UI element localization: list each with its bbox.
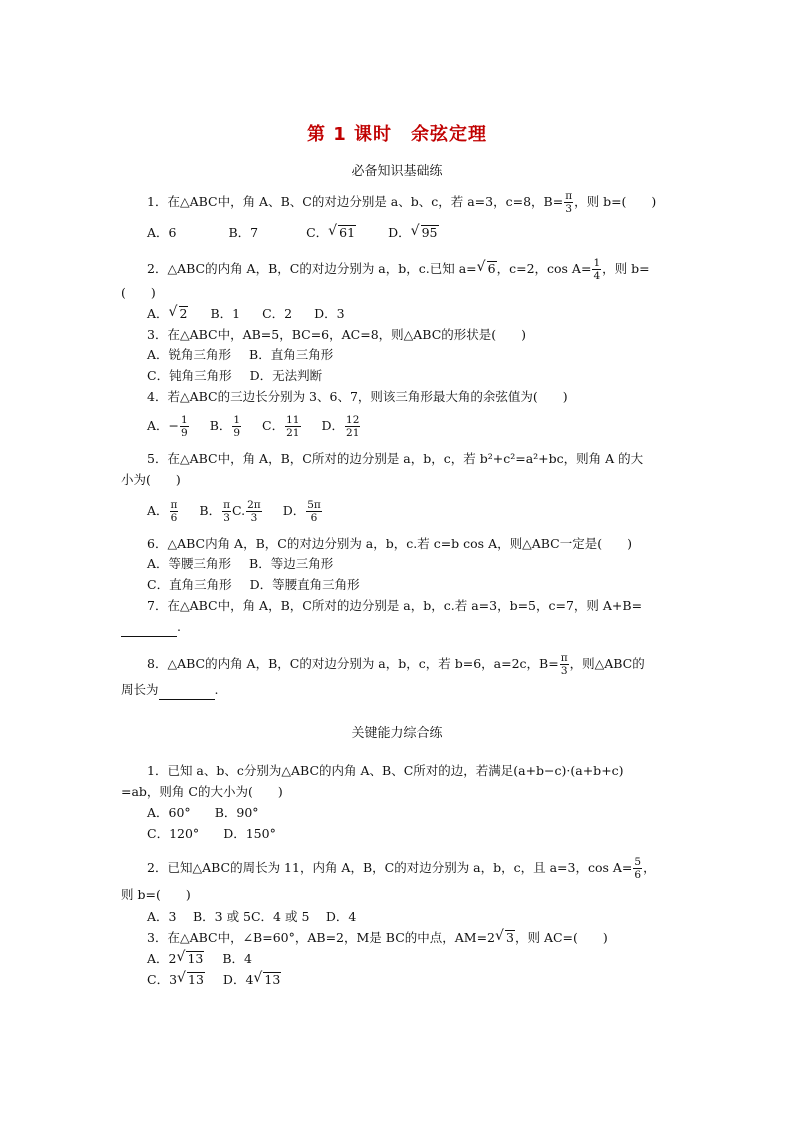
- page-title: 第 1 课时 余弦定理: [306, 124, 488, 145]
- section-heading-basic: 必备知识基础练: [351, 164, 443, 179]
- sqrt-symbol: √ 13: [254, 971, 281, 989]
- option-c: C.: [232, 503, 246, 518]
- fraction: $\frac{1}{4}$: [593, 257, 601, 282]
- option-d: D．等腰直角三角形: [249, 577, 360, 592]
- sqrt-symbol: √ 13: [178, 971, 205, 989]
- question-2-1: 1．已知 a、b、c分别为△ABC的内角 A、B、C所对的边，若满足(a+b−c)·(a+b+c): [147, 763, 624, 778]
- question-1-7-blank: .: [121, 618, 181, 637]
- question-2-3: 3．在△ABC中，∠B=60°，AB=2，M是 BC的中点，AM=2√ 3，则 AC=( ): [147, 929, 608, 947]
- fraction: $\frac{\pi}{3}$: [565, 190, 573, 215]
- option-b: B．4: [222, 951, 253, 966]
- options-2-1-row2: [147, 825, 276, 843]
- option-d: D．3: [314, 306, 345, 321]
- question-1-8-cont: 周长为 .: [121, 681, 219, 700]
- sqrt-symbol: √ 6: [478, 260, 497, 278]
- option-a: A．: [147, 306, 169, 321]
- option-a: A．: [147, 503, 169, 518]
- option-d: D．4: [222, 972, 254, 987]
- options-1-2: [147, 305, 345, 323]
- options-2-3-row1: [147, 950, 252, 968]
- option-c: C．: [306, 225, 329, 240]
- question-1-6: 6．△ABC内角 A，B，C的对边分别为 a，b，c.若 c=b cos A，则△ABC一定是( ): [147, 536, 632, 551]
- option-c: C．3: [147, 972, 178, 987]
- option-d: D．: [388, 225, 411, 240]
- option-b: B．: [199, 503, 222, 518]
- option-d: D．: [282, 503, 306, 518]
- question-1-7: 7．在△ABC中，角 A，B，C所对的边分别是 a，b，c.若 a=3，b=5，c=7，则 A+B=: [147, 598, 643, 613]
- question-2-1-cont: =ab，则角 C的大小为( ): [121, 784, 283, 799]
- option-b: B．90°: [214, 805, 259, 820]
- question-1-5-cont: 小为( ): [121, 472, 181, 487]
- options-1-6-row2: [147, 576, 360, 594]
- option-b: B．7: [228, 225, 259, 240]
- options-2-1-row1: [147, 804, 259, 822]
- option-c: C．直角三角形: [147, 577, 232, 592]
- options-1-5: A． $\frac{\pi}{6}$ B． $\frac{\pi}{3}$ C. $\frac{2\pi}{3}$ D． $\frac{5\pi}{6}$: [147, 499, 321, 524]
- option-d: D．无法判断: [249, 368, 323, 383]
- option-a: A．锐角三角形: [147, 347, 232, 362]
- option-b: B．: [209, 418, 232, 433]
- sqrt-symbol: √ 3: [496, 929, 515, 947]
- option-d: D．150°: [223, 826, 276, 841]
- option-c: C．2: [262, 306, 293, 321]
- question-2-2-cont: 则 b=( ): [121, 887, 191, 902]
- answer-blank: [159, 681, 215, 700]
- option-a: A．6: [147, 225, 177, 240]
- sqrt-symbol: √ 61: [329, 224, 356, 242]
- question-1-1: [147, 190, 656, 215]
- options-2-2: A．3 B．3 或 5C．4 或 5 D．4: [147, 909, 357, 924]
- sqrt-symbol: √ 2: [170, 305, 189, 323]
- options-2-3-row2: [147, 971, 281, 989]
- question-1-5: 5．在△ABC中，角 A，B，C所对的边分别是 a，b，c，若 b²+c²=a²+bc，则角 A 的大: [147, 451, 644, 466]
- section-heading-advanced: 关键能力综合练: [351, 726, 443, 741]
- question-1-3: 3．在△ABC中，AB=5，BC=6，AC=8，则△ABC的形状是( ): [147, 327, 527, 342]
- option-c: C．钝角三角形: [147, 368, 232, 383]
- option-b: B．等边三角形: [249, 556, 334, 571]
- options-1-3-row2: [147, 367, 322, 385]
- option-b: B．1: [210, 306, 241, 321]
- fraction: $\frac{\pi}{3}$: [560, 652, 568, 677]
- question-1-4: 4．若△ABC的三边长分别为 3、6、7，则该三角形最大角的余弦值为( ): [147, 389, 568, 404]
- question-1-2-cont: ( ): [121, 285, 156, 300]
- option-a: A．−: [147, 418, 180, 433]
- option-b: B．直角三角形: [249, 347, 334, 362]
- sqrt-symbol: √ 13: [177, 950, 204, 968]
- answer-blank: [121, 618, 177, 637]
- option-a: A．2: [147, 951, 177, 966]
- question-1-8: 8．△ABC的内角 A，B，C的对边分别为 a，b，c，若 b=6，a=2c，B= $\frac{\pi}{3}$ ，则△ABC的: [147, 652, 645, 677]
- fraction: $\frac{5}{6}$: [634, 856, 642, 881]
- question-2-2: 2．已知△ABC的周长为 11，内角 A，B，C的对边分别为 a，b，c，且 a=3，cos A= $\frac{5}{6}$ ，: [147, 856, 656, 881]
- option-a: A．等腰三角形: [147, 556, 232, 571]
- question-text: 1．在△ABC中，角 A、B、C的对边分别是 a、b、c，若 a=3，c=8，B=: [147, 194, 564, 209]
- question-text: ，则 b=( ): [574, 194, 657, 209]
- options-1-4: A．− $\frac{1}{9}$ B． $\frac{1}{9}$ C． $\frac{11}{21}$ D． $\frac{12}{21}$: [147, 414, 360, 439]
- option-a: A．60°: [147, 805, 191, 820]
- sqrt-symbol: √ 95: [412, 224, 439, 242]
- option-c: C．120°: [147, 826, 200, 841]
- option-d: D．: [321, 418, 345, 433]
- question-1-2: 2．△ABC的内角 A，B，C的对边分别为 a，b，c.已知 a=√ 6，c=2，cos A= $\frac{1}{4}$ ，则 b=: [147, 257, 650, 282]
- options-1-3-row1: [147, 346, 333, 364]
- option-c: C．: [262, 418, 285, 433]
- options-1-1: [147, 224, 439, 242]
- options-1-6-row1: [147, 555, 333, 573]
